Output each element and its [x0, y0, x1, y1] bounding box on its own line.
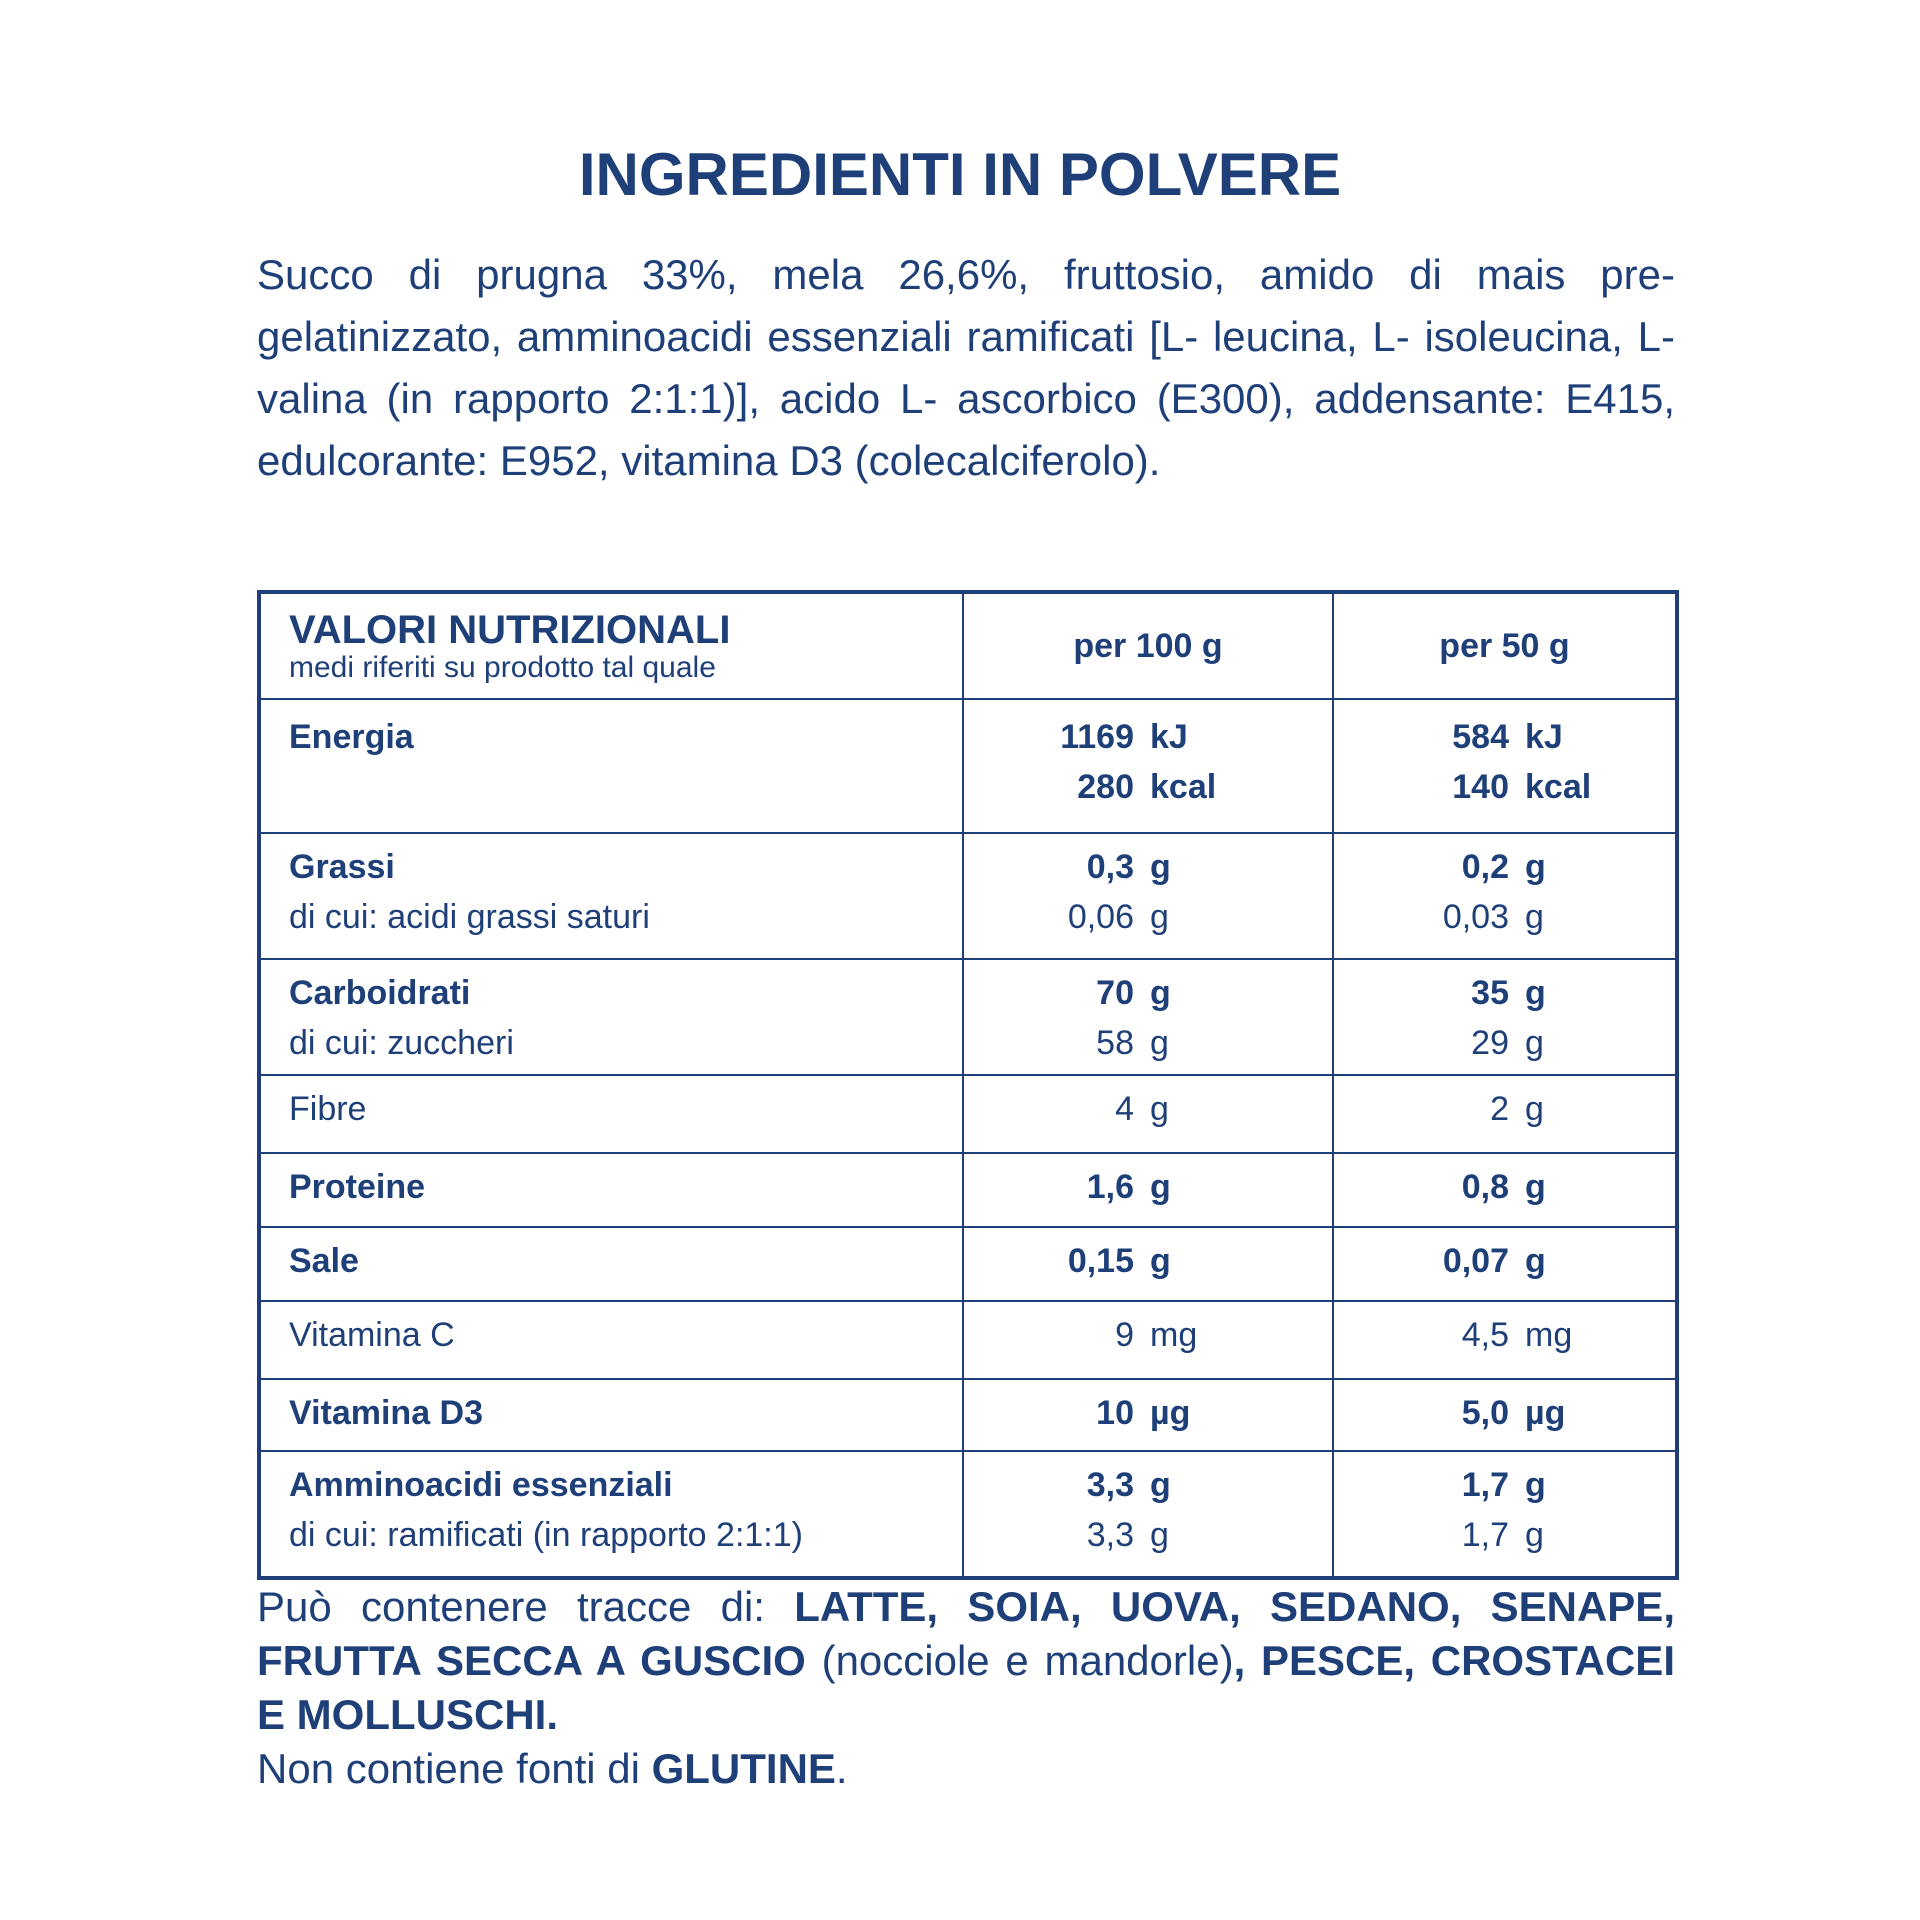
value-100: 70 g [1096, 974, 1171, 1012]
row-label: Grassi [289, 848, 395, 886]
table-title: VALORI NUTRIZIONALI [289, 608, 731, 652]
row-label: Fibre [289, 1090, 367, 1128]
energy-kcal-50: 140 kcal [1452, 768, 1592, 806]
value-50: 5,0 µg [1461, 1394, 1566, 1432]
row-sub-label: di cui: zuccheri [289, 1024, 514, 1062]
table-row-proteine [259, 1153, 1677, 1227]
value-50: 0,07 g [1442, 1242, 1546, 1280]
row-sub-label: di cui: ramificati (in rapporto 2:1:1) [289, 1516, 803, 1554]
value-100: 1,6 g [1086, 1168, 1171, 1206]
row-label: Carboidrati [289, 974, 471, 1012]
row-label: Amminoacidi essenziali [289, 1466, 673, 1504]
value-50: 1,7 g [1461, 1466, 1546, 1504]
table-subtitle: medi riferiti su prodotto tal quale [289, 651, 716, 684]
nutrition-table [257, 590, 1679, 1580]
value-50: 0,8 g [1461, 1168, 1546, 1206]
column-header-per-50g: per 50 g [1333, 592, 1677, 699]
allergens-text: Può contenere tracce di: LATTE, SOIA, UOVA, SEDANO, SENAPE, FRUTTA SECCA A GUSCIO (nocciole e mandorle), PESCE, CROSTACEI E MOLLUSCHI. [257, 1583, 1675, 1738]
row-label: Vitamina C [289, 1316, 455, 1354]
sub-value-100: 0,06 g [1067, 898, 1169, 936]
value-50: 0,2 g [1461, 848, 1546, 886]
row-label: Proteine [289, 1168, 426, 1206]
ingredients-text: Succo di prugna 33%, mela 26,6%, fruttosio, amido di mais pre-gelatinizzato, amminoacidi essenziali ramificati [L- leucina, L- isoleucina, L- valina (in rapporto 2:1:1)], acido L- ascorbico (E300), addensante: E415, edulcorante: E952, vitamina D3 (colecalciferolo). [257, 251, 1675, 484]
table-row-energia [259, 699, 1677, 833]
table-header-row [259, 592, 1677, 699]
sub-value-50: 0,03 g [1442, 898, 1544, 936]
value-100: 9 mg [1115, 1316, 1198, 1354]
sub-value-50: 1,7 g [1461, 1516, 1544, 1554]
table-row-fibre [259, 1075, 1677, 1153]
table-row-carboidrati [259, 959, 1677, 1075]
page-title: INGREDIENTI IN POLVERE [578, 141, 1342, 208]
sub-value-100: 58 g [1096, 1024, 1169, 1062]
energy-kj-50: 584 kJ [1452, 718, 1563, 756]
table-row-grassi [259, 833, 1677, 959]
table-row-vitamina-d3 [259, 1379, 1677, 1451]
row-label: Energia [289, 718, 414, 756]
value-100: 0,15 g [1067, 1242, 1171, 1280]
row-sub-label: di cui: acidi grassi saturi [289, 898, 650, 936]
sub-value-50: 29 g [1471, 1024, 1544, 1062]
value-50: 4,5 mg [1461, 1316, 1573, 1354]
table-row-amminoacidi [259, 1451, 1677, 1578]
value-100: 4 g [1115, 1090, 1169, 1128]
table-row-sale [259, 1227, 1677, 1301]
value-50: 35 g [1471, 974, 1546, 1012]
value-100: 0,3 g [1086, 848, 1171, 886]
energy-kj-100: 1169 kJ [1060, 718, 1188, 756]
column-header-per-100g: per 100 g [963, 592, 1333, 699]
allergens-section [257, 1580, 1675, 1796]
row-label: Vitamina D3 [289, 1394, 484, 1432]
energy-kcal-100: 280 kcal [1077, 768, 1217, 806]
table-row-vitamina-c [259, 1301, 1677, 1379]
value-100: 3,3 g [1086, 1466, 1171, 1504]
value-100: 10 µg [1096, 1394, 1191, 1432]
gluten-text: Non contiene fonti di GLUTINE. [257, 1745, 848, 1792]
value-50: 2 g [1490, 1090, 1544, 1128]
sub-value-100: 3,3 g [1086, 1516, 1169, 1554]
table-header-label-cell [259, 592, 963, 699]
row-label: Sale [289, 1242, 359, 1280]
